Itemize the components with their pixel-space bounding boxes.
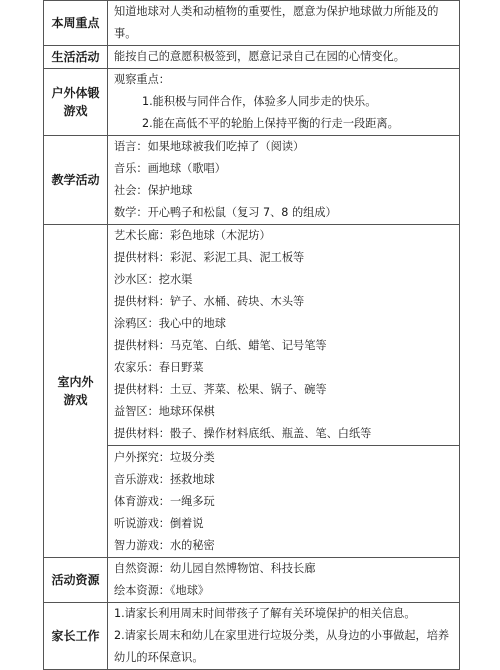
indoor-games-line: 提供材料：骰子、操作材料底纸、瓶盖、笔、白纸等 [114,427,372,440]
teaching-line: 音乐：画地球（歌唱） [114,162,226,175]
indoor-games-line: 提供材料：马克笔、白纸、蜡笔、记号笔等 [114,339,327,352]
label-indoor-outdoor-games [44,225,108,558]
outdoor-sports-line: 观察重点： [114,73,170,86]
indoor-games-line: 提供材料：土豆、荠菜、松果、锅子、碗等 [114,383,327,396]
label-resources: 活动资源 [44,558,108,603]
label-outdoor-sports-line1: 户外体锻 [51,86,100,100]
label-outdoor-sports [44,69,108,136]
outdoor-sports-content [108,69,460,136]
teaching-line: 语言：如果地球被我们吃掉了（阅读） [114,140,305,153]
row-life-activity [44,46,460,69]
row-indoor-games [44,225,460,446]
life-activity-line: 能按自己的意愿积极签到，愿意记录自己在园的心情变化。 [114,50,405,63]
resources-line: 绘本资源：《地球》 [114,584,210,597]
outdoor-games-line: 智力游戏：水的秘密 [114,538,215,552]
indoor-games-line: 农家乐：春日野菜 [114,361,204,374]
teaching-line: 数学：开心鸭子和松鼠（复习 7、8 的组成） [114,206,337,219]
row-resources [44,558,460,603]
row-outdoor-sports [44,69,460,136]
parents-content [108,603,460,670]
row-teaching [44,136,460,225]
label-teaching: 教学活动 [44,136,108,225]
teaching-content [108,136,460,225]
weekly-focus-line: 知道地球对人类和动植物的重要性，愿意为保护地球做力所能及的事。 [114,5,439,40]
indoor-games-line: 提供材料：彩泥、彩泥工具、泥工板等 [114,251,305,264]
outdoor-games-line: 体育游戏：一绳多玩 [114,494,215,508]
label-indoor-outdoor-line1: 室内外 [57,375,94,389]
indoor-games-line: 涂鸦区：我心中的地球 [114,317,226,330]
label-indoor-outdoor-line2: 游戏 [63,393,88,407]
row-parents [44,603,460,670]
indoor-games-line: 提供材料：铲子、水桶、砖块、木头等 [114,295,305,308]
resources-content [108,558,460,603]
row-weekly-focus [44,1,460,46]
life-activity-text [108,46,460,69]
label-life-activity: 生活活动 [44,46,108,69]
indoor-games-content [108,225,460,446]
weekly-focus-text [108,1,460,46]
teaching-line: 社会：保护地球 [114,184,193,197]
outdoor-games-line: 音乐游戏：拯救地球 [114,472,215,486]
label-outdoor-sports-line2: 游戏 [63,104,88,118]
indoor-games-line: 艺术长廊：彩色地球（木泥坊） [114,229,271,242]
label-weekly-focus: 本周重点 [44,1,108,46]
outdoor-games-content [108,446,460,558]
indoor-games-line: 沙水区：挖水渠 [114,273,193,286]
weekly-plan-table [43,0,460,670]
label-parents: 家长工作 [44,603,108,670]
outdoor-sports-line: 2.能在高低不平的轮胎上保持平衡的行走一段距离。 [142,117,399,130]
indoor-games-line: 益智区：地球环保棋 [114,405,215,418]
resources-line: 自然资源：幼儿园自然博物馆、科技长廊 [114,562,316,575]
parents-line: 2.请家长周末和幼儿在家里进行垃圾分类，从身边的小事做起，培养幼儿的环保意识。 [114,629,450,664]
outdoor-games-line: 户外探究：垃圾分类 [114,450,215,464]
outdoor-sports-line: 1.能积极与同伴合作，体验多人同步走的快乐。 [142,95,377,108]
outdoor-games-line: 听说游戏：倒着说 [114,516,204,530]
parents-line: 1.请家长利用周末时间带孩子了解有关环境保护的相关信息。 [114,607,416,620]
